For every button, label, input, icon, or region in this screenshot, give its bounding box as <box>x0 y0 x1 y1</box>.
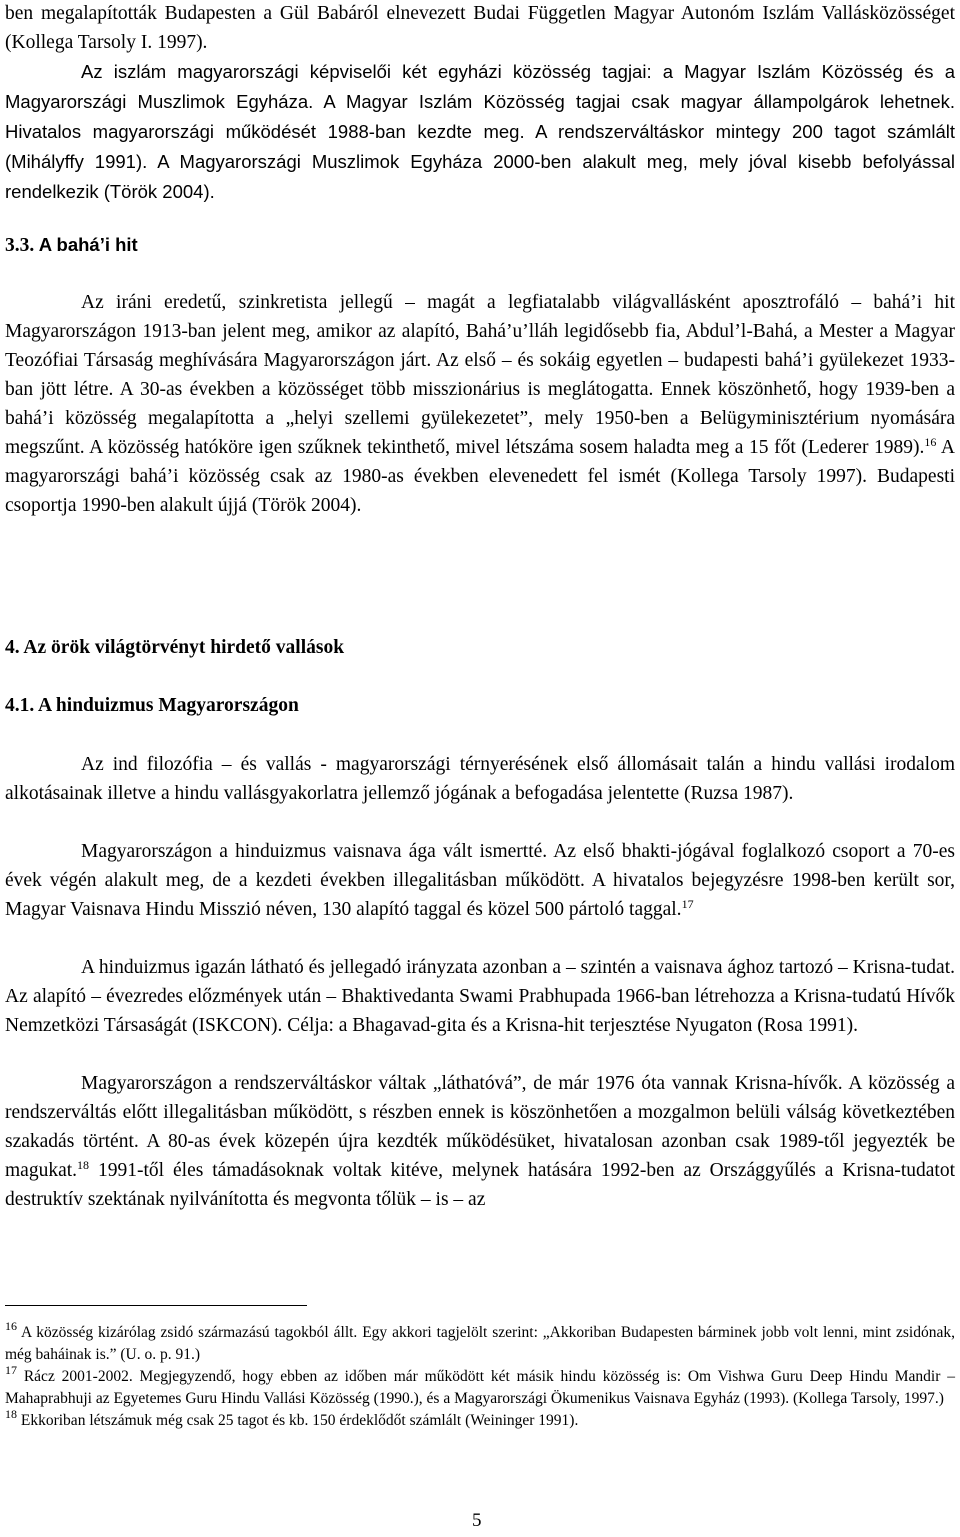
heading-3-3: 3.3. A bahá’i hit <box>5 234 138 256</box>
paragraph-hindu-4: Magyarországon a rendszerváltáskor váltak „láthatóvá”, de már 1976 óta vannak Krisna-hívők. A közösség a rendszerváltás előtt illegalitásban működött, s részben ennek is köszönhetően a mozgalmon belüli válság következtében szakadás történt. A 80-as évek közepén újra kezdték működésüket, hivatalosan azonban csak 1989-től jegyezték be magukat.$^{18}$ 1991-től éles támadásoknak voltak kitéve, melynek hatására 1992-ben az Országgyűlés a Krisna-tudatot destruktív szektának nyilvánította és megvonta tőlük – is – az <box>5 1073 955 1210</box>
paragraph-bahai: Az iráni eredetű, szinkretista jellegű – magát a legfiatalabb világvallásként aposztrofáló – bahá’i hit Magyarországon 1913-ban jelent meg, amikor az alapító, Bahá’u’lláh legidősebb fia, Abdul’l-Bahá, a Mester a Magyar Teozófiai Társaság meghívására Magyarországon járt. Az első – és sokáig egyetlen – budapesti bahá’i gyülekezet 1933-ban jött létre. A 30-as években a közösséget több misszionárius is meglátogatta. Ennek köszönhető, hogy 1939-ben a bahá’i közösség megalapította a „helyi szellemi gyülekezetet”, mely 1950-ben a Belügyminisztérium nyomására megszűnt. A közösség hatóköre igen szűknek tekinthető, mivel létszáma sosem haladta meg a 15 főt (Lederer 1989).$^{16}$ A magyarországi bahá’i közösség csak az 1980-as években elevenedett fel ismét (Kollega Tarsoly 1997). Budapesti csoportja 1990-ben alakult újjá (Török 2004). <box>5 292 955 516</box>
footnote-ref-18[interactable]: 18 <box>77 1158 90 1172</box>
page-number: 5 <box>472 1510 482 1531</box>
footnote-divider <box>5 1305 307 1306</box>
footnote-17: $^{17}$ Rácz 2001-2002. Megjegyzendő, hogy ebben az időben már működött két másik hindu közösség is: Om Vishwa Guru Deep Hindu Mandir – Mahaprabhuji az Egyetemes Guru Hindu Vallási Közösség (1990.), és a Magyarországi Ökumenikus Vaisnava Egyház (1993). (Kollega Tarsoly, 1997.) <box>5 1363 955 1407</box>
footnote-ref-17[interactable]: 17 <box>681 897 694 911</box>
footnote-18: $^{18}$ Ekkoriban létszámuk még csak 25 tagot és kb. 150 érdeklődőt számlált (Weininger 1991). <box>5 1407 579 1429</box>
paragraph-islam <box>5 57 955 207</box>
footnote-ref-16[interactable]: 16 <box>924 435 937 449</box>
paragraph-hindu-2: Magyarországon a hinduizmus vaisnava ága vált ismertté. Az első bhakti-jógával foglalkozó csoport a 70-es évek végén alakult meg, de a kezdeti években illegalitásban működött. A hivatalos bejegyzésre 1998-ben került sor, Magyar Vaisnava Hindu Misszió néven, 130 alapító taggal és közel 500 pártoló taggal.$^{17}$ <box>5 841 955 920</box>
islam-text-b: Hivatalos magyarországi működését 1988-ban kezdte meg. A rendszerváltáskor mintegy 200 tagot számlált (Mihályffy 1991). <box>5 121 955 172</box>
footnote-16: $^{16}$ A közösség kizárólag zsidó származású tagokból állt. Egy akkori tagjelölt szerint: „Akkoriban Budapesten bárminek jobb volt lenni, mint zsidónak, még baháinak is.” (U. o. p. 91.) <box>5 1319 955 1363</box>
paragraph-intro: ben megalapították Budapesten a Gül Babáról elnevezett Budai Független Magyar Autonóm Iszlám Vallásközösséget (Kollega Tarsoly I. 1997). <box>5 3 955 53</box>
heading-4-1: 4.1. A hinduizmus Magyarországon <box>5 695 299 716</box>
islam-text-c: A Magyarországi Muszlimok Egyháza 2000-ben alakult meg, mely jóval kisebb befolyással rendelkezik (Török 2004). <box>5 151 955 202</box>
islam-text-a: Az iszlám magyarországi képviselői két egyházi közösség tagjai: a Magyar Iszlám Közösség és a Magyarországi Muszlimok Egyháza. A Magyar Iszlám Közösség tagjai csak magyar állampolgárok lehetnek. <box>5 61 955 112</box>
footnotes <box>5 1319 955 1432</box>
paragraph-hindu-1: Az ind filozófia – és vallás - magyarországi térnyerésének első állomásait talán a hindu vallási irodalom alkotásainak illetve a hindu vallásgyakorlatra jellemző jógának a befogadása jelentette (Ruzsa 1987). <box>5 754 955 804</box>
paragraph-hindu-3: A hinduizmus igazán látható és jellegadó irányzata azonban a – szintén a vaisnava ághoz tartozó – Krisna-tudat. Az alapító – évezredes előzmények után – Bhaktivedanta Swami Prabhupada 1966-ban létrehozza a Krisna-tudatú Hívők Nemzetközi Társaságát (ISKCON). Célja: a Bhagavad-gita és a Krisna-hit terjesztése Nyugaton (Rosa 1991). <box>5 957 955 1036</box>
heading-4: 4. Az örök világtörvényt hirdető vallások <box>5 637 345 658</box>
